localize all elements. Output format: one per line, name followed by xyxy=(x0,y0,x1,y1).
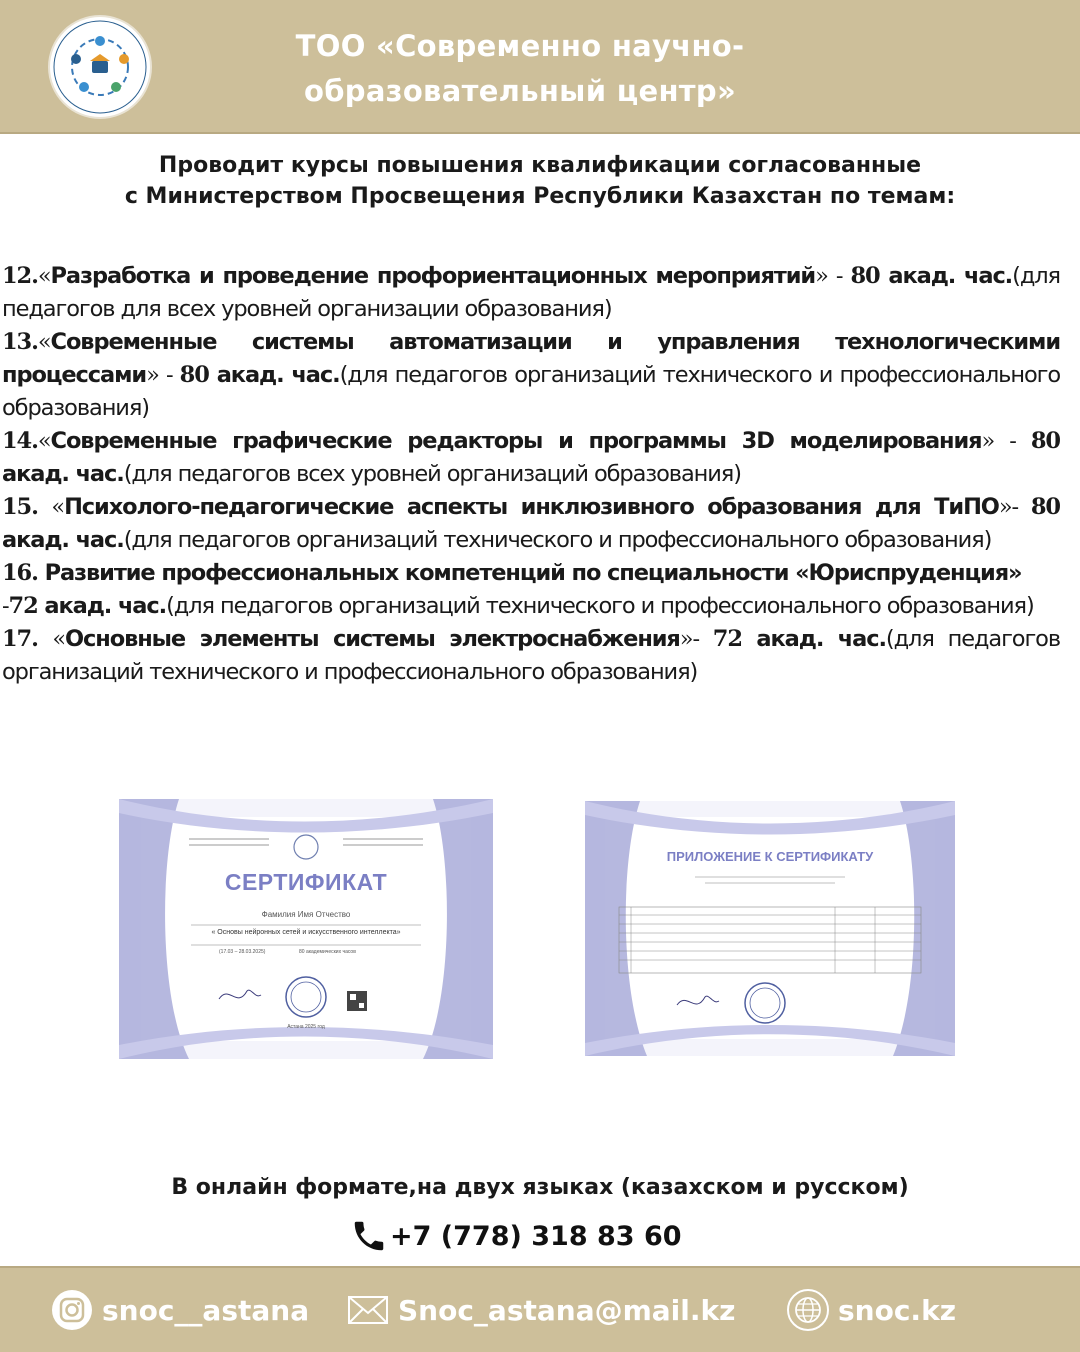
course-list xyxy=(2,260,1060,689)
logo xyxy=(50,17,150,117)
course-quote-close: » - xyxy=(815,263,851,289)
mail-icon xyxy=(346,1288,390,1332)
course-number: 16. xyxy=(2,560,45,586)
phone-number[interactable]: +7 (778) 318 83 60 xyxy=(390,1220,682,1252)
course-audience: (для педагогов организаций технического и профессионального образования) xyxy=(2,362,1061,421)
certificate-appendix-image xyxy=(585,801,955,1056)
course-item xyxy=(2,623,1060,689)
course-hours-unit: акад. час. xyxy=(2,461,124,487)
course-topic: Современные системы автоматизации и управления технологическими процессами xyxy=(2,329,1060,388)
phone-row xyxy=(350,1214,682,1258)
course-item xyxy=(2,425,1060,491)
header-band xyxy=(0,0,1080,134)
course-number: 12. xyxy=(2,263,38,289)
course-item xyxy=(2,260,1060,326)
course-quote-close: » - xyxy=(981,428,1031,454)
phone-icon xyxy=(350,1217,388,1255)
course-quote-open: « xyxy=(51,494,65,520)
globe-icon xyxy=(786,1288,830,1332)
course-topic: Современные графические редакторы и программы 3D моделирования xyxy=(50,428,982,454)
course-item xyxy=(2,557,1060,623)
online-format-text: В онлайн формате,на двух языках (казахском и русском) xyxy=(171,1175,909,1200)
certificate-city: Астана 2025 год xyxy=(287,1024,325,1030)
course-quote-close: »- xyxy=(998,494,1031,520)
certificate-holder: Фамилия Имя Отчество xyxy=(261,910,351,919)
course-hours-number: 80 xyxy=(850,263,880,289)
organization-title: ТОО «Современно научно-образовательный центр» xyxy=(295,29,745,108)
certificate-dates: (17.03 – 28.03.2025) xyxy=(219,949,266,955)
website-link[interactable] xyxy=(786,1286,956,1334)
instagram-icon xyxy=(50,1288,94,1332)
course-hours-unit: акад. час. xyxy=(2,527,124,553)
course-hours-unit: акад. час. xyxy=(37,593,167,619)
course-audience: (для педагогов всех уровней организаций образования) xyxy=(123,461,741,487)
website-url: snoc.kz xyxy=(838,1293,956,1327)
course-hours-number: 72 xyxy=(8,593,38,619)
course-audience: (для педагогов организаций технического и профессионального образования) xyxy=(123,527,992,553)
intro-line-2: с Министерством Просвещения Республики Казахстан по темам: xyxy=(124,184,956,209)
course-hours-number: 80 xyxy=(1030,428,1060,454)
course-number: 14. xyxy=(2,428,38,454)
instagram-handle: snoc__astana xyxy=(102,1293,310,1327)
course-quote-open: « xyxy=(37,263,51,289)
course-quote-close: - xyxy=(2,593,9,619)
course-topic: Развитие профессиональных компетенций по специальности «Юриспруденция» xyxy=(44,560,1022,586)
certificate-image xyxy=(119,799,493,1059)
course-audience: (для педагогов для всех уровней организации образования) xyxy=(2,263,1060,322)
course-hours-number: 80 xyxy=(179,362,209,388)
course-topic: Разработка и проведение профориентационных мероприятий xyxy=(50,263,816,289)
appendix-frame-icon xyxy=(585,801,955,1056)
course-topic: Основные элементы системы электроснабжения xyxy=(65,626,680,652)
footer-band xyxy=(0,1266,1080,1352)
logo-emblem-icon xyxy=(50,17,150,117)
course-number: 15. xyxy=(2,494,52,520)
course-audience: (для педагогов организаций технического и профессионального образования) xyxy=(166,593,1034,619)
course-item xyxy=(2,491,1060,557)
certificate-course: « Основы нейронных сетей и искусственного интеллекта» xyxy=(211,929,401,936)
course-hours-number: 80 xyxy=(1030,494,1060,520)
intro-text xyxy=(60,150,1020,212)
course-quote-open: « xyxy=(37,329,51,355)
course-item xyxy=(2,326,1060,425)
email-address: Snoc_astana@mail.kz xyxy=(398,1293,736,1327)
course-topic: Психолого-педагогические аспекты инклюзивного образования для ТиПО xyxy=(64,494,999,520)
course-quote-open: « xyxy=(52,626,66,652)
course-quote-open: « xyxy=(37,428,51,454)
course-quote-close: » - xyxy=(146,362,180,388)
course-hours-unit: акад. час. xyxy=(208,362,340,388)
certificate-title: СЕРТИФИКАТ xyxy=(224,869,388,895)
course-hours-unit: акад. час. xyxy=(741,626,886,652)
certificate-hours: 80 академических часов xyxy=(299,949,356,955)
course-number: 13. xyxy=(2,329,38,355)
course-number: 17. xyxy=(2,626,53,652)
course-hours-number: 72 xyxy=(712,626,742,652)
course-quote-close: »- xyxy=(679,626,713,652)
course-audience: (для педагогов организаций технического и профессионального образования) xyxy=(2,626,1061,685)
intro-line-1: Проводит курсы повышения квалификации согласованные xyxy=(158,153,922,178)
instagram-link[interactable] xyxy=(50,1286,309,1334)
email-link[interactable] xyxy=(346,1286,735,1334)
course-hours-unit: акад. час. xyxy=(879,263,1013,289)
appendix-title: ПРИЛОЖЕНИЕ К СЕРТИФИКАТУ xyxy=(666,849,874,864)
